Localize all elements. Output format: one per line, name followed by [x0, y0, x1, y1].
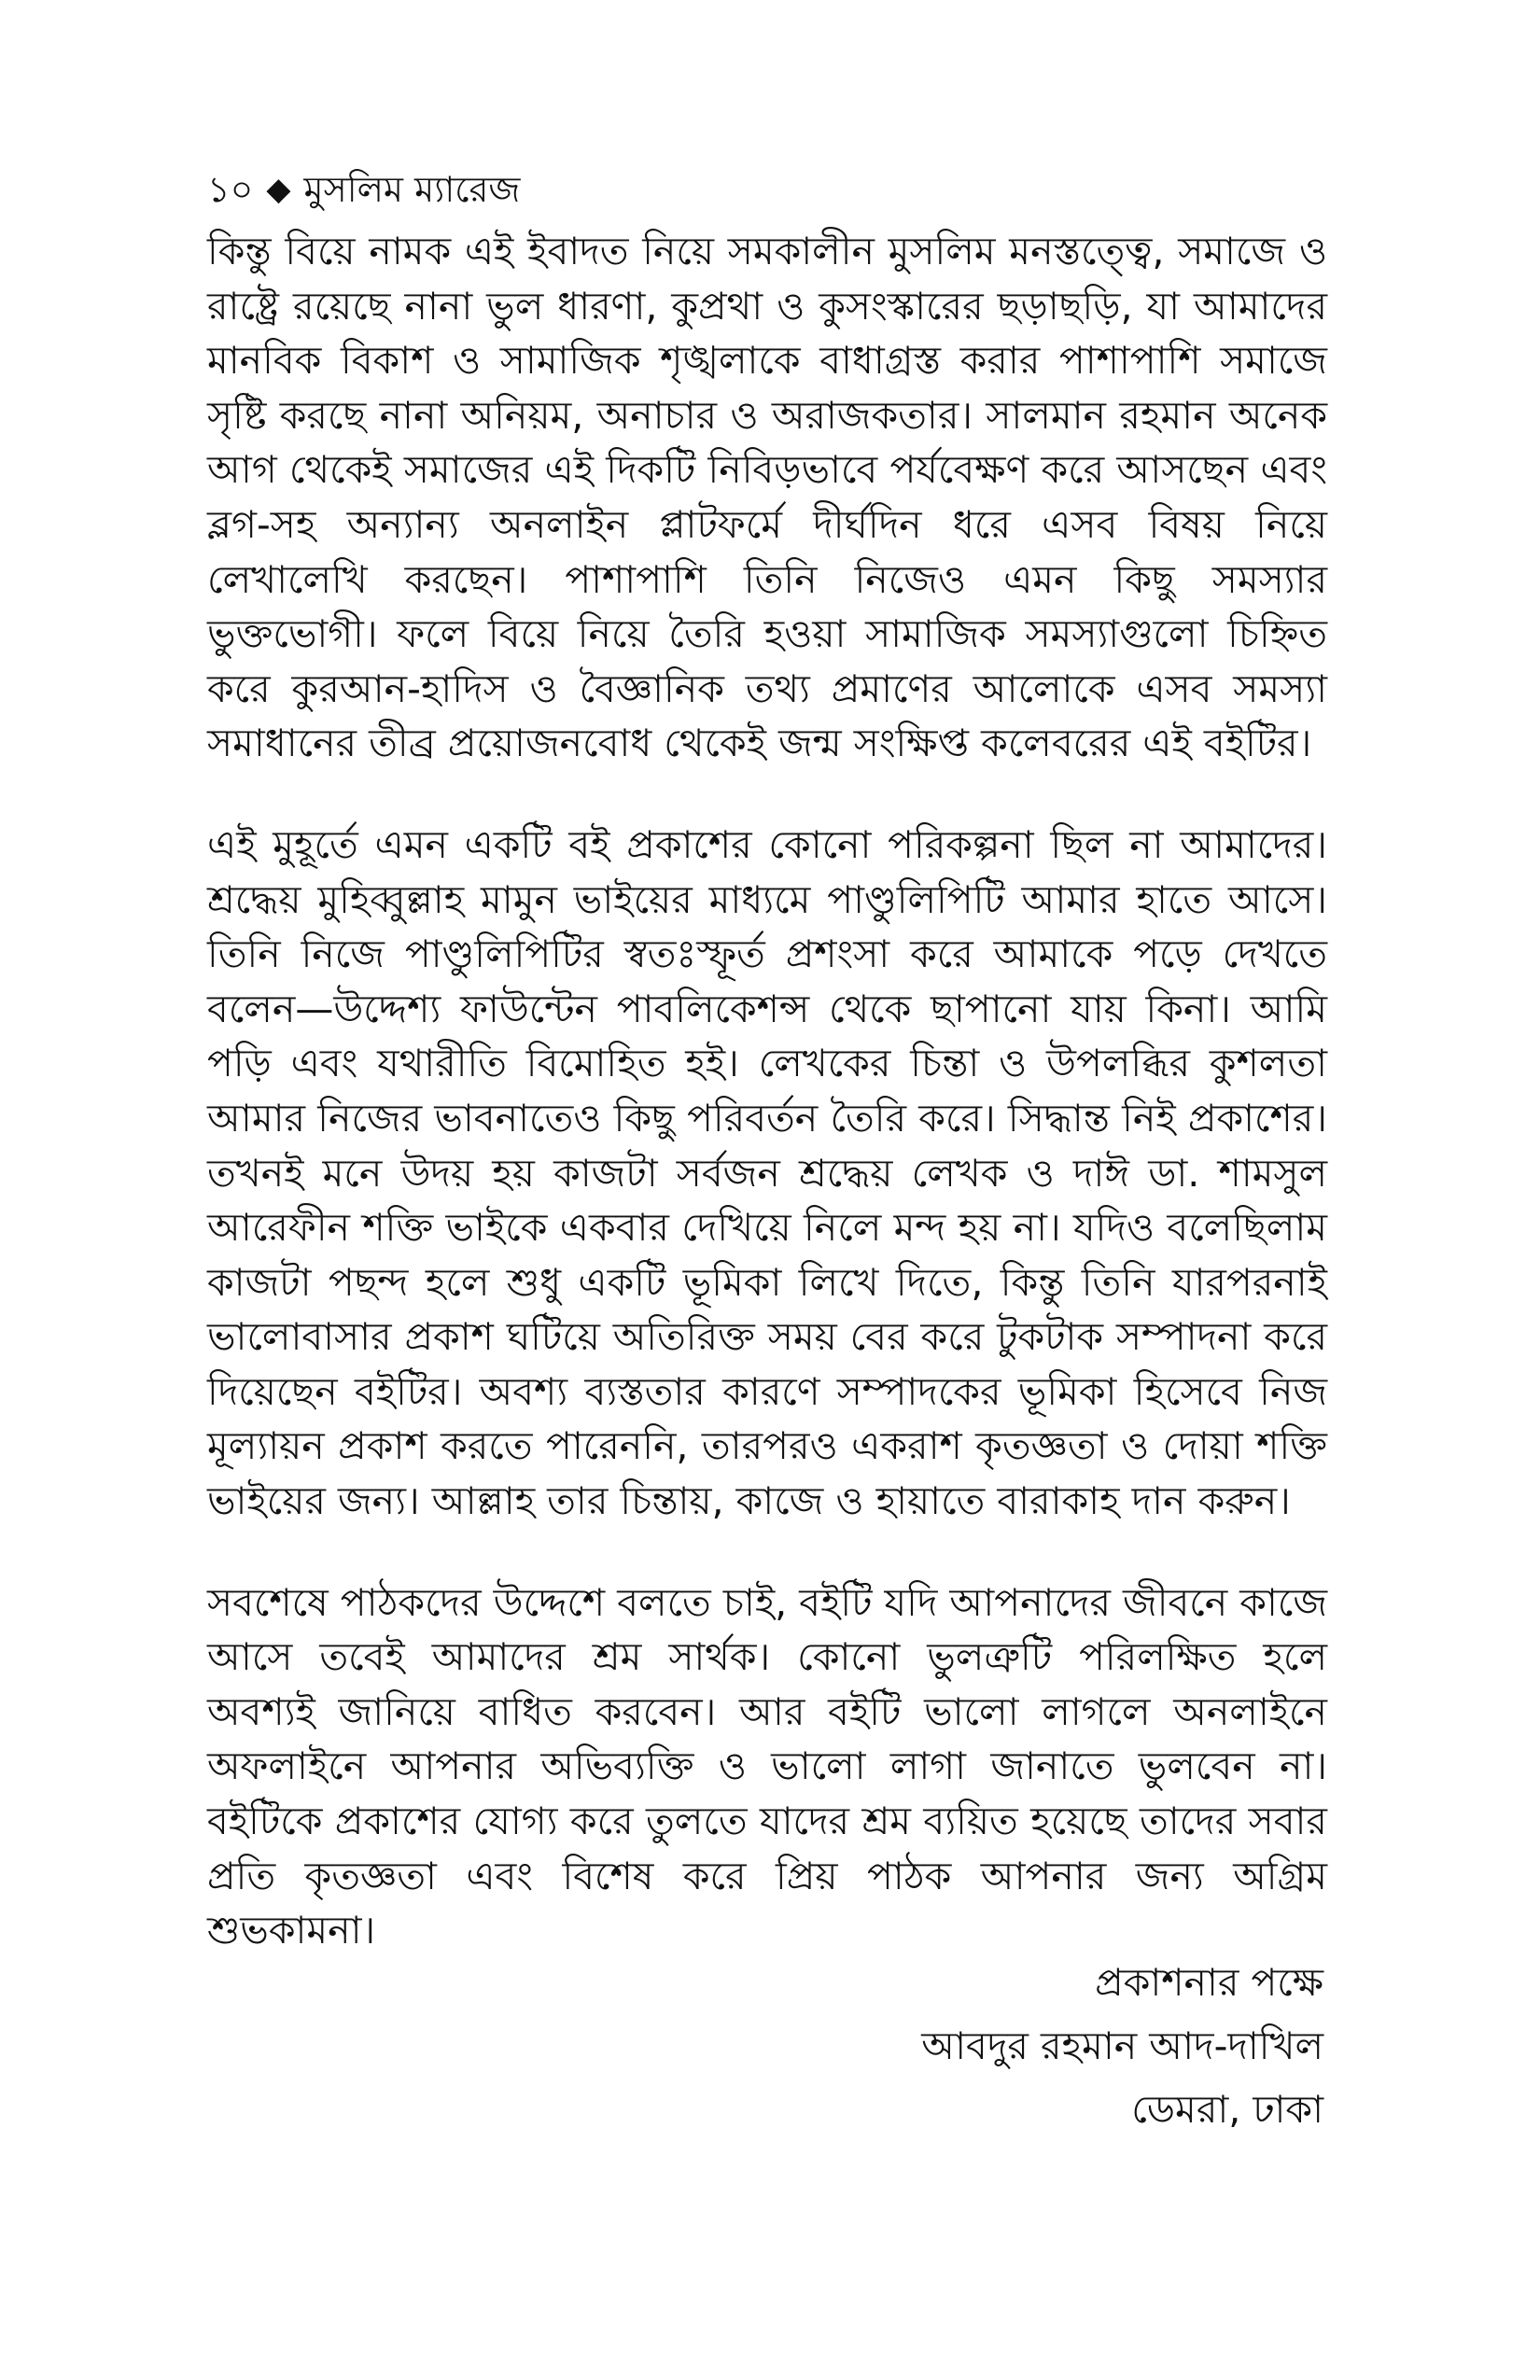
signature-on-behalf: প্রকাশনার পক্ষে: [1095, 1960, 1323, 2005]
paragraph-3: সবশেষে পাঠকদের উদ্দেশে বলতে চাই, বইটি যদি আপনাদের জীবনে কাজে আসে তবেই আমাদের শ্রম সার্থক। কোনো ভুলত্রুটি পরিলক্ষিত হলে অবশ্যই জানিয়ে বাধিত করবেন। আর বইটি ভালো লাগলে অনলাইনে অফলাইনে আপনার অভিব্যক্তি ও ভালো লাগা জানাতে ভুলবেন না। বইটিকে প্রকাশের যোগ্য করে তুলতে যাদের শ্রম ব্যয়িত হয়েছে তাদের সবার প্রতি কৃতজ্ঞতা এবং বিশেষ করে প্রিয় পাঠক আপনার জন্য অগ্রিম শুভকামনা।: [207, 1579, 1327, 1953]
signature-name: আবদুর রহমান আদ-দাখিল: [921, 2023, 1323, 2068]
paragraph-1: কিন্তু বিয়ে নামক এই ইবাদত নিয়ে সমকালীন মুসলিম মনস্তত্ত্বে, সমাজে ও রাষ্ট্রে রয়েছে নানা ভুল ধারণা, কুপ্রথা ও কুসংস্কারের ছড়াছড়ি, যা আমাদের মানবিক বিকাশ ও সামাজিক শৃঙ্খলাকে বাধাগ্রস্ত করার পাশাপাশি সমাজে সৃষ্টি করছে নানা অনিয়ম, অনাচার ও অরাজকতার। সালমান রহমান অনেক আগ থেকেই সমাজের এই দিকটি নিবিড়ভাবে পর্যবেক্ষণ করে আসছেন এবং ব্লগ-সহ অন্যান্য অনলাইন প্লাটফর্মে দীর্ঘদিন ধরে এসব বিষয় নিয়ে লেখালেখি করছেন। পাশাপাশি তিনি নিজেও এমন কিছু সমস্যার ভুক্তভোগী। ফলে বিয়ে নিয়ে তৈরি হওয়া সামাজিক সমস্যাগুলো চিহ্নিত করে কুরআন-হাদিস ও বৈজ্ঞানিক তথ্য প্রমাণের আলোকে এসব সমস্যা সমাধানের তীব্র প্রয়োজনবোধ থেকেই জন্ম সংক্ষিপ্ত কলেবরের এই বইটির।: [207, 229, 1327, 766]
signature-place: ডেমরা, ঢাকা: [1131, 2087, 1323, 2132]
page-number: ১০: [207, 169, 254, 210]
paragraph-2: এই মুহূর্তে এমন একটি বই প্রকাশের কোনো পরিকল্পনা ছিল না আমাদের। শ্রদ্ধেয় মুহিব্বুল্লাহ মামুন ভাইয়ের মাধ্যমে পাণ্ডুলিপিটি আমার হাতে আসে। তিনি নিজে পাণ্ডুলিপিটির স্বতঃস্ফূর্ত প্রশংসা করে আমাকে পড়ে দেখতে বলেন—উদ্দেশ্য ফাউন্টেন পাবলিকেশন্স থেকে ছাপানো যায় কিনা। আমি পড়ি এবং যথারীতি বিমোহিত হই। লেখকের চিন্তা ও উপলব্ধির কুশলতা আমার নিজের ভাবনাতেও কিছু পরিবর্তন তৈরি করে। সিদ্ধান্ত নিই প্রকাশের। তখনই মনে উদয় হয় কাজটা সর্বজন শ্রদ্ধেয় লেখক ও দাঈ ডা. শামসুল আরেফীন শক্তি ভাইকে একবার দেখিয়ে নিলে মন্দ হয় না। যদিও বলেছিলাম কাজটা পছন্দ হলে শুধু একটি ভূমিকা লিখে দিতে, কিন্তু তিনি যারপরনাই ভালোবাসার প্রকাশ ঘটিয়ে অতিরিক্ত সময় বের করে টুকটাক সম্পাদনা করে দিয়েছেন বইটির। অবশ্য ব্যস্ততার কারণে সম্পাদকের ভূমিকা হিসেবে নিজ মূল্যায়ন প্রকাশ করতে পারেননি, তারপরও একরাশ কৃতজ্ঞতা ও দোয়া শক্তি ভাইয়ের জন্য। আল্লাহ তার চিন্তায়, কাজে ও হায়াতে বারাকাহ দান করুন।: [207, 821, 1327, 1524]
body-text: [207, 224, 1327, 1958]
signature-block: [921, 1951, 1323, 2141]
book-title: মুসলিম ম্যারেজ: [303, 169, 521, 210]
diamond-icon: ◆: [266, 171, 291, 208]
running-header: [207, 166, 520, 213]
